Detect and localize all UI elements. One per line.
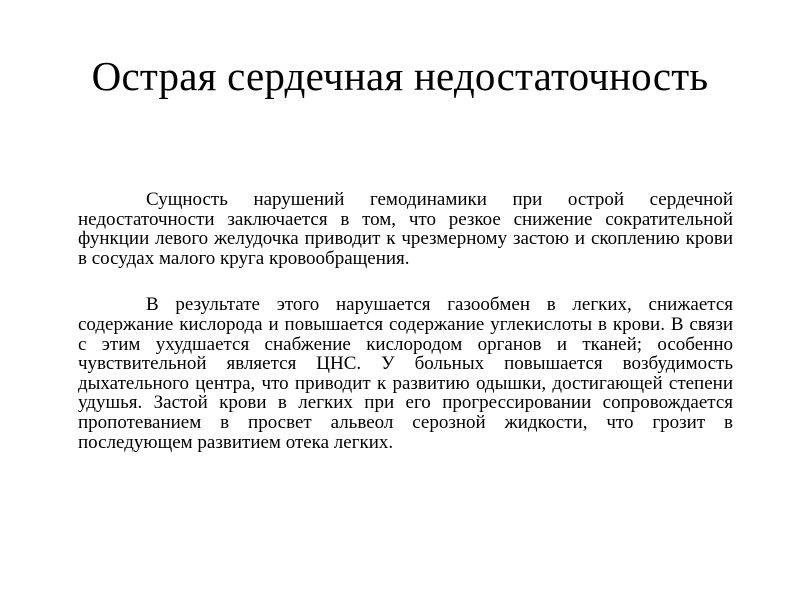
slide-title: Острая сердечная недостаточность [91, 53, 709, 99]
slide-body [78, 190, 733, 452]
paragraph-hemodynamics: Сущность нарушений гемодинамики при острой сердечной недостаточности заключается в том, что резкое снижение сократительной функции левого желудочка приводит к чрезмерному застою и скоплению крови в сосудах малого круга кровообращения. [78, 189, 733, 269]
paragraph-gas-exchange: В результате этого нарушается газообмен в легких, снижается содержание кислорода и повышается содержание углекислоты в крови. В связи с этим ухудшается снабжение кислородом органов и тканей; особенно чувствительной является ЦНС. У больных повышается возбудимость дыхательного центра, что приводит к развитию одышки, достигающей степени удушья. Застой крови в легких при его прогрессировании сопровождается пропотеванием в просвет альвеол серозной жидкости, что грозит в последующем развитием отека легких. [78, 294, 733, 453]
